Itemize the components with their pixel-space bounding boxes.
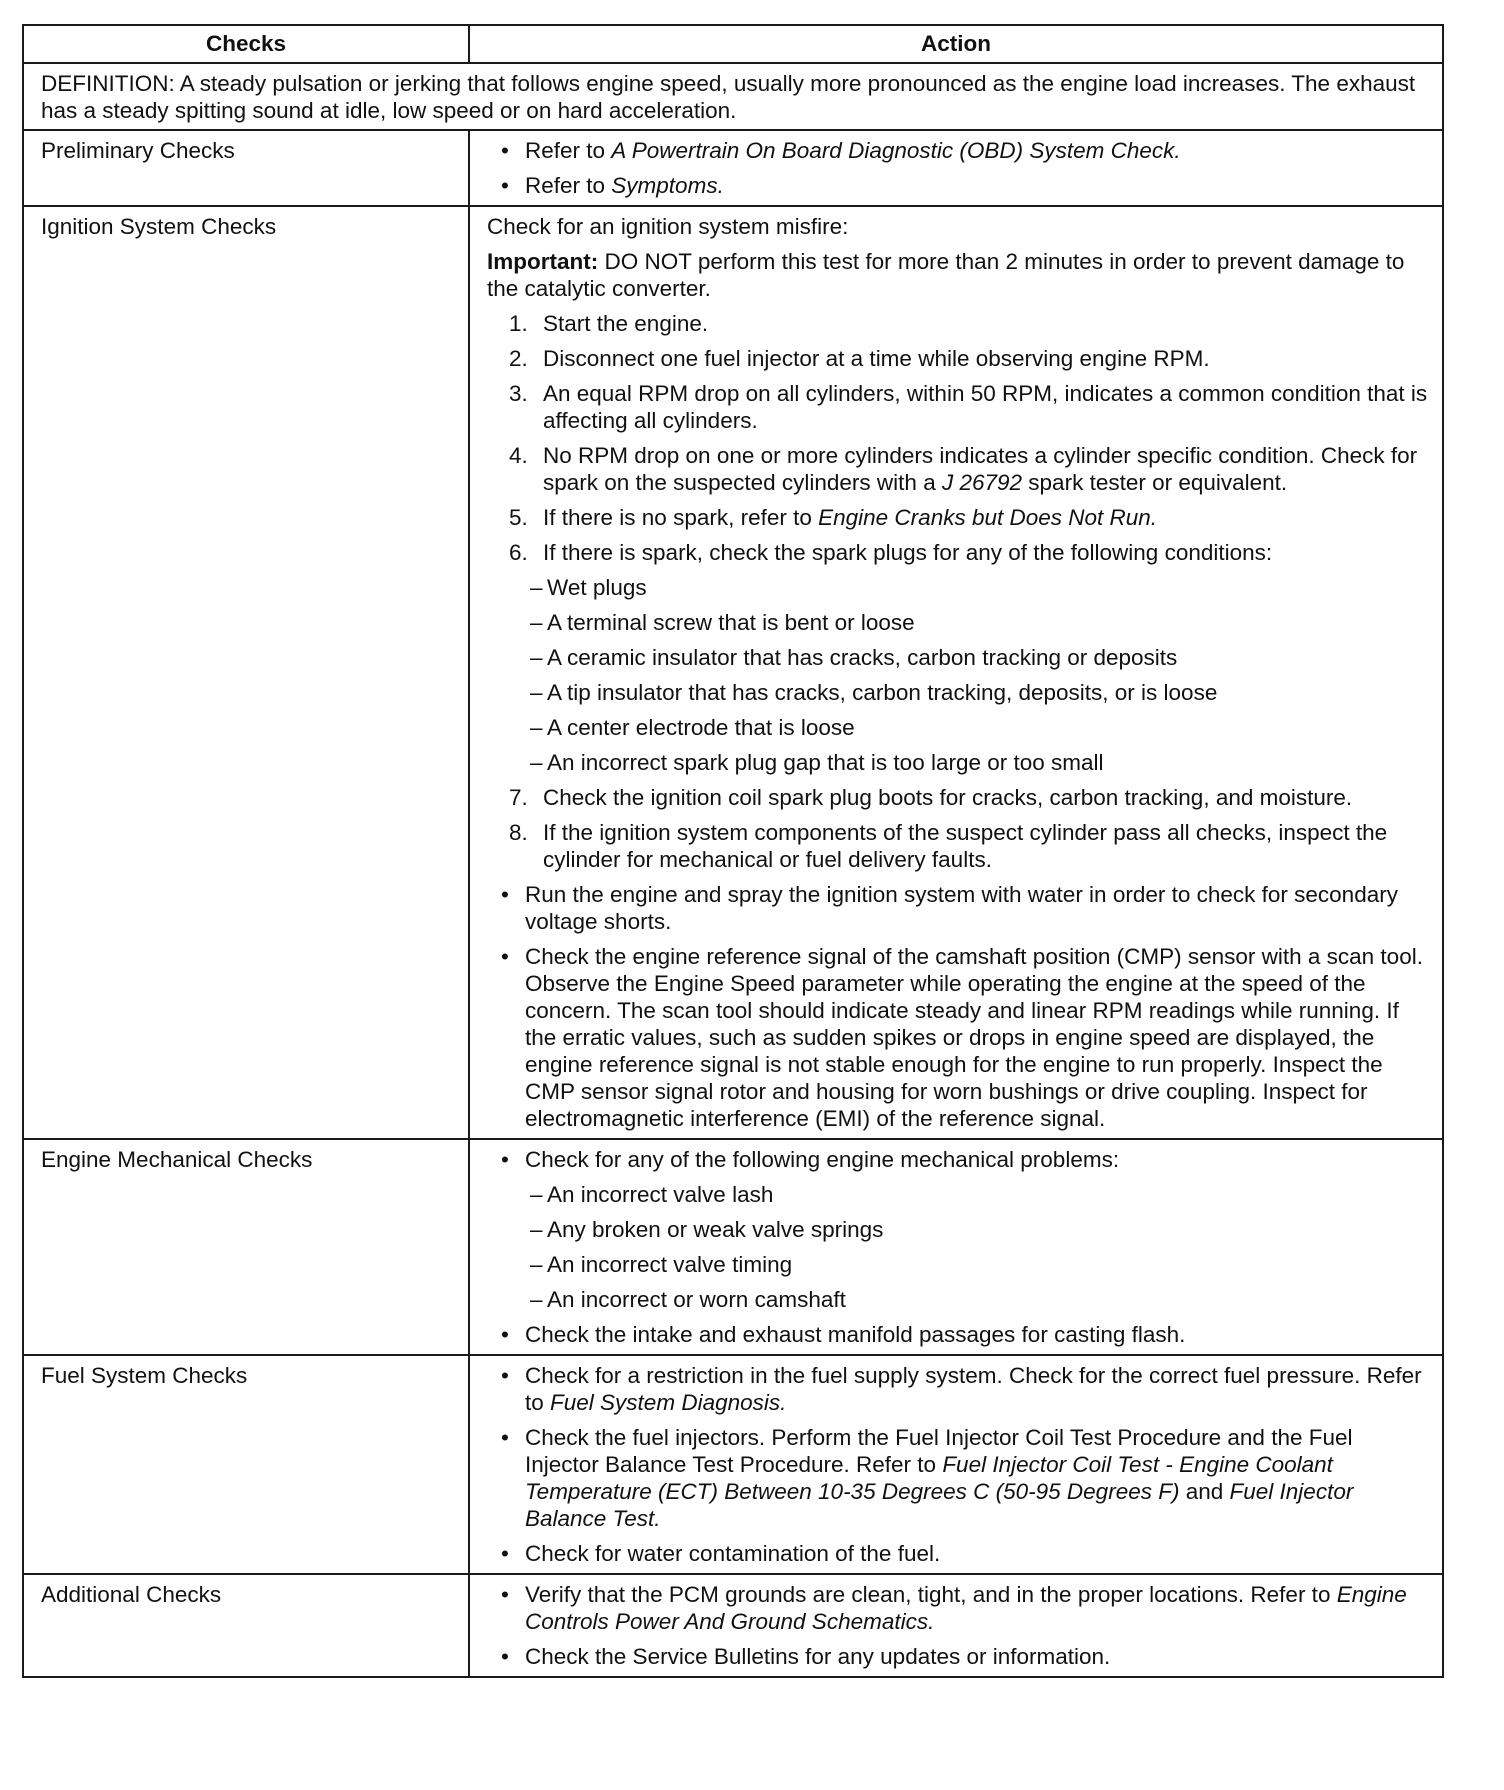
check-category: Ignition System Checks [23, 206, 469, 1139]
numbered-step: 7. Check the ignition coil spark plug boots for cracks, carbon tracking, and moisture. [509, 785, 1353, 810]
reference-link-text: Engine Cranks but Does Not Run. [818, 505, 1158, 530]
step-number: 5. [509, 505, 528, 530]
numbered-step: 8. If the ignition system components of the suspect cylinder pass all checks, inspect the cylinder for mechanical or fuel delivery faults. [509, 820, 1388, 872]
step-number: 3. [509, 381, 528, 406]
check-category: Engine Mechanical Checks [23, 1139, 469, 1355]
step-number: 1. [509, 311, 528, 336]
dash-marker: – [530, 1182, 543, 1207]
diagnostic-table [22, 24, 1444, 1678]
step-number: 8. [509, 820, 528, 845]
action-cell [469, 1574, 1443, 1677]
reference-link-text: Fuel Injector Coil Test - Engine Coolant Temperature (ECT) Between 10-35 Degrees C (50-95 Degrees F) [525, 1452, 1333, 1504]
dash-subitem: – An incorrect valve lash [530, 1182, 774, 1207]
bullet-item: • Check the Service Bulletins for any updates or information. [501, 1643, 1430, 1670]
definition-text: DEFINITION: A steady pulsation or jerking that follows engine speed, usually more pronounced as the engine load increases. The exhaust has a steady spitting sound at idle, low speed or on hard acceleration. [23, 63, 1443, 130]
action-cell [469, 130, 1443, 206]
step-number: 7. [509, 785, 528, 810]
table-row [23, 130, 1443, 206]
table-row [23, 1355, 1443, 1574]
reference-link-text: J 26792 [941, 470, 1023, 495]
numbered-step: 2. Disconnect one fuel injector at a time while observing engine RPM. [509, 346, 1210, 371]
action-text: Important: DO NOT perform this test for more than 2 minutes in order to prevent damage to the catalytic converter. [487, 249, 1405, 301]
bullet-item: • Refer to A Powertrain On Board Diagnostic (OBD) System Check. [501, 137, 1430, 164]
important-label: Important: [487, 249, 599, 274]
dash-marker: – [530, 1287, 543, 1312]
dash-subitem: – Wet plugs [530, 575, 647, 600]
dash-subitem: – A ceramic insulator that has cracks, carbon tracking or deposits [530, 645, 1178, 670]
bullet-item: • Check the engine reference signal of the camshaft position (CMP) sensor with a scan tool. Observe the Engine Speed parameter while operating the engine at the speed of the concern. The scan tool should indicate steady and linear RPM readings while running. If the erratic values, such as sudden spikes or drops in engine speed are displayed, the engine reference signal is not stable enough for the engine to run properly. Inspect the CMP sensor signal rotor and housing for worn bushings or drive coupling. Inspect for electromagnetic interference (EMI) of the reference signal. [501, 943, 1430, 1132]
table-row [23, 1139, 1443, 1355]
bullet-item: • Check for any of the following engine mechanical problems: [501, 1146, 1430, 1173]
definition-row [23, 63, 1443, 130]
bullet-item: • Verify that the PCM grounds are clean, tight, and in the proper locations. Refer to Engine Controls Power And Ground Schematics. [501, 1581, 1430, 1635]
reference-link-text: Fuel System Diagnosis. [550, 1390, 787, 1415]
numbered-step: 4. No RPM drop on one or more cylinders indicates a cylinder specific condition. Check for spark on the suspected cylinders with a J 26792 spark tester or equivalent. [509, 443, 1418, 495]
numbered-step: 6. If there is spark, check the spark plugs for any of the following conditions: [509, 540, 1273, 565]
dash-marker: – [530, 715, 543, 740]
dash-marker: – [530, 1217, 543, 1242]
numbered-step: 1. Start the engine. [509, 311, 709, 336]
reference-link-text: Symptoms. [611, 173, 724, 198]
action-cell [469, 206, 1443, 1139]
reference-link-text: A Powertrain On Board Diagnostic (OBD) System Check. [611, 138, 1181, 163]
action-cell [469, 1355, 1443, 1574]
dash-marker: – [530, 680, 543, 705]
dash-marker: – [530, 645, 543, 670]
document-page [22, 24, 1442, 1678]
bullet-item: • Refer to Symptoms. [501, 172, 1430, 199]
numbered-step: 5. If there is no spark, refer to Engine Cranks but Does Not Run. [509, 505, 1158, 530]
dash-subitem: – A tip insulator that has cracks, carbon tracking, deposits, or is loose [530, 680, 1218, 705]
numbered-step: 3. An equal RPM drop on all cylinders, within 50 RPM, indicates a common condition that is affecting all cylinders. [509, 381, 1428, 433]
header-checks: Checks [23, 25, 469, 63]
dash-marker: – [530, 610, 543, 635]
step-number: 6. [509, 540, 528, 565]
bullet-item: • Check the fuel injectors. Perform the Fuel Injector Coil Test Procedure and the Fuel Injector Balance Test Procedure. Refer to Fuel Injector Coil Test - Engine Coolant Temperature (ECT) Between 10-35 Degrees C (50-95 Degrees F) and Fuel Injector Balance Test. [501, 1424, 1430, 1532]
dash-marker: – [530, 575, 543, 600]
table-header-row [23, 25, 1443, 63]
step-number: 2. [509, 346, 528, 371]
dash-subitem: – An incorrect spark plug gap that is too large or too small [530, 750, 1104, 775]
check-category: Additional Checks [23, 1574, 469, 1677]
reference-link-text: Fuel Injector Balance Test. [525, 1479, 1354, 1531]
dash-subitem: – A center electrode that is loose [530, 715, 855, 740]
step-number: 4. [509, 443, 528, 468]
dash-subitem: – A terminal screw that is bent or loose [530, 610, 915, 635]
bullet-item: • Check the intake and exhaust manifold passages for casting flash. [501, 1321, 1430, 1348]
dash-subitem: – An incorrect valve timing [530, 1252, 793, 1277]
check-category: Fuel System Checks [23, 1355, 469, 1574]
action-cell [469, 1139, 1443, 1355]
check-category: Preliminary Checks [23, 130, 469, 206]
header-action: Action [469, 25, 1443, 63]
dash-marker: – [530, 750, 543, 775]
dash-subitem: – An incorrect or worn camshaft [530, 1287, 846, 1312]
reference-link-text: Engine Controls Power And Ground Schematics. [525, 1582, 1407, 1634]
bullet-item: • Run the engine and spray the ignition system with water in order to check for secondary voltage shorts. [501, 881, 1430, 935]
bullet-item: • Check for water contamination of the fuel. [501, 1540, 1430, 1567]
bullet-item: • Check for a restriction in the fuel supply system. Check for the correct fuel pressure. Refer to Fuel System Diagnosis. [501, 1362, 1430, 1416]
dash-subitem: – Any broken or weak valve springs [530, 1217, 884, 1242]
table-row [23, 206, 1443, 1139]
dash-marker: – [530, 1252, 543, 1277]
table-row [23, 1574, 1443, 1677]
action-text: Check for an ignition system misfire: [487, 214, 849, 239]
